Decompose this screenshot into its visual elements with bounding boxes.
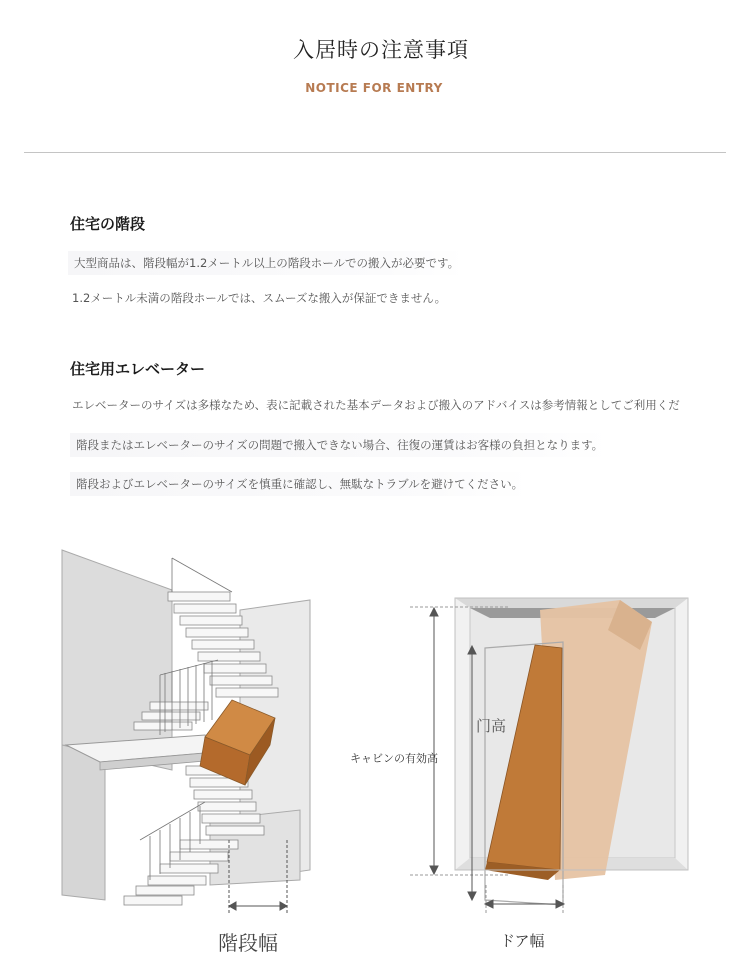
page-subtitle: NOTICE FOR ENTRY bbox=[305, 81, 443, 95]
elevator-paragraph-2: 階段またはエレベーターのサイズの問題で搬入できない場合、往復の運賃はお客様の負担となります。 bbox=[70, 433, 609, 457]
stairs-width-caption: 階段幅 bbox=[218, 931, 278, 955]
stairs-paragraph-1: 大型商品は、階段幅が1.2メートル以上の階段ホールでの搬入が必要です。 bbox=[68, 251, 465, 275]
divider bbox=[24, 152, 726, 153]
illustrations bbox=[0, 540, 750, 960]
door-width-caption: ドア幅 bbox=[500, 932, 545, 950]
elevator-paragraph-1: エレベーターのサイズは多様なため、表に記載された基本データおよび搬入のアドバイスは参考情報としてご利用くだ bbox=[72, 398, 680, 412]
elevator-illustration bbox=[390, 540, 750, 960]
staircase-illustration bbox=[0, 540, 340, 960]
page-title: 入居時の注意事項 bbox=[293, 38, 469, 62]
section-heading-stairs: 住宅の階段 bbox=[70, 215, 146, 233]
door-height-label: 门高 bbox=[476, 717, 507, 735]
cabin-height-label: キャビンの有効高 bbox=[350, 752, 438, 765]
stairs-paragraph-2: 1.2メートル未満の階段ホールでは、スムーズな搬入が保証できません。 bbox=[72, 291, 447, 305]
section-heading-elevator: 住宅用エレベーター bbox=[70, 360, 206, 378]
elevator-paragraph-3: 階段およびエレベーターのサイズを慎重に確認し、無駄なトラブルを避けてください。 bbox=[70, 472, 529, 496]
